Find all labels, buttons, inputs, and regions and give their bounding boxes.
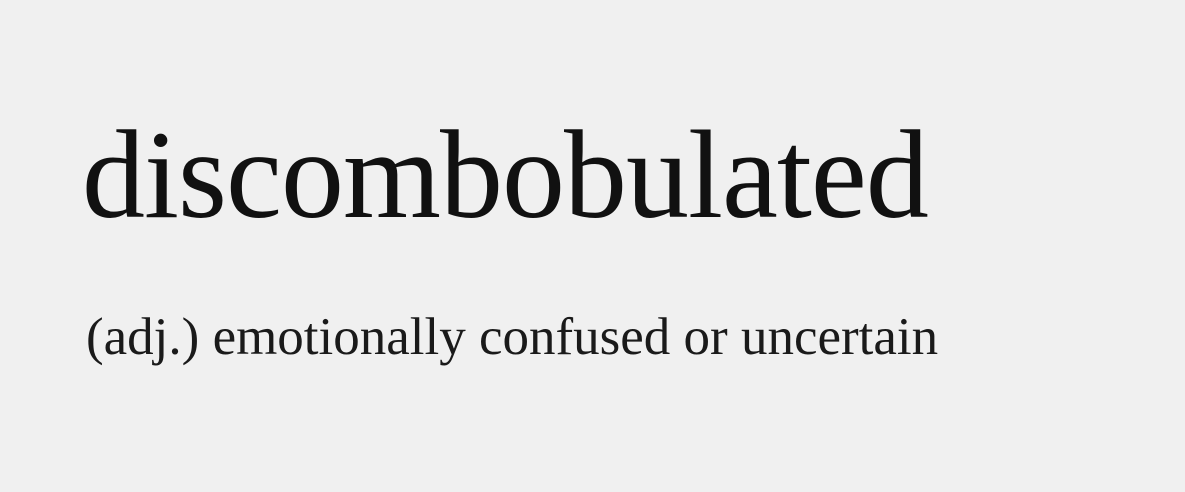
headword: discombobulated — [82, 106, 928, 245]
part-of-speech: (adj.) — [86, 308, 200, 366]
definition-text: emotionally confused or uncertain — [212, 308, 939, 366]
definition-line — [86, 308, 939, 366]
